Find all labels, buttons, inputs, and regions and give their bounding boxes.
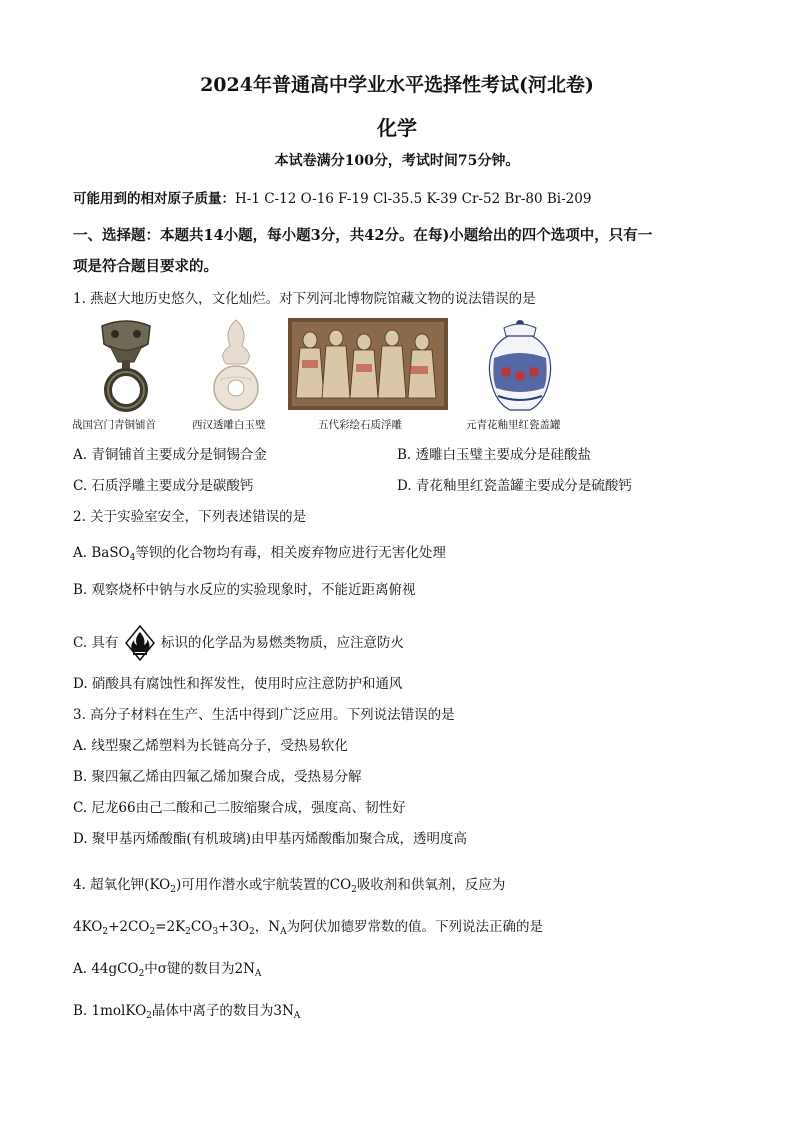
co2-formula: $CO_2$: [329, 877, 357, 895]
q3-option-a: A. 线型聚乙烯塑料为长链高分子，受热易软化: [73, 738, 348, 754]
subject-title: 化学: [377, 116, 417, 140]
bronze-door-knocker-image: [90, 318, 162, 414]
caption-painted-stone-relief: 五代彩绘石质浮雕: [318, 419, 402, 431]
white-jade-bi-image: [212, 318, 260, 414]
exam-title: 2024年普通高中学业水平选择性考试(河北卷): [200, 74, 594, 96]
q4-option-a: A. 44gCO$_2$中σ键的数目为$2N_A$: [73, 961, 262, 979]
q1-option-a: A. 青铜铺首主要成分是铜锡合金: [73, 447, 267, 463]
atomic-mass-values: H-1 C-12 O-16 F-19 Cl-35.5 K-39 Cr-52 Br-80 Bi-209: [235, 191, 592, 207]
q2-option-d: D. 硝酸具有腐蚀性和挥发性，使用时应注意防护和通风: [73, 676, 403, 692]
q3-stem: 3. 高分子材料在生产、生活中得到广泛应用。下列说法错误的是: [73, 707, 455, 723]
q4-equation-line: $4KO_2+2CO_2=2K_2CO_3+3O_2$，$N_A$为阿伏加德罗常数的值。下列说法正确的是: [73, 919, 544, 937]
reaction-equation: $4KO_2+2CO_2=2K_2CO_3+3O_2$，$N_A$: [73, 919, 287, 937]
q4-option-b: B. 1molKO$_2$晶体中离子的数目为$3N_A$: [73, 1003, 301, 1021]
exam-notice: 本试卷满分100分，考试时间75分钟。: [274, 153, 520, 169]
q2-option-c: C. 具有 标识的化学品为易燃类物质，应注意防火: [73, 625, 404, 661]
q1-stem: 1. 燕赵大地历史悠久，文化灿烂。对下列河北博物院馆藏文物的说法错误的是: [73, 291, 536, 307]
q3-option-c: C. 尼龙66由己二酸和己二胺缩聚合成，强度高、韧性好: [73, 800, 406, 816]
q3-option-b: B. 聚四氟乙烯由四氟乙烯加聚合成，受热易分解: [73, 769, 362, 785]
painted-stone-relief-image: [288, 318, 448, 410]
ko2-formula: $(KO_2)$: [144, 877, 182, 895]
q2-stem: 2. 关于实验室安全，下列表述错误的是: [73, 509, 307, 525]
flammable-hazard-icon: [125, 625, 155, 661]
q1-option-d: D. 青花釉里红瓷盖罐主要成分是硫酸钙: [397, 478, 632, 494]
q1-option-c: C. 石质浮雕主要成分是碳酸钙: [73, 478, 254, 494]
caption-porcelain-jar: 元青花釉里红瓷盖罐: [466, 419, 561, 431]
caption-white-jade-bi: 西汉透雕白玉璧: [192, 419, 266, 431]
q2-option-a: A. BaSO$_4$等钡的化合物均有毒，相关废弃物应进行无害化处理: [73, 545, 446, 563]
atomic-mass-label: 可能用到的相对原子质量：: [73, 191, 235, 207]
q1-option-b: B. 透雕白玉璧主要成分是硅酸盐: [397, 447, 592, 463]
blue-white-porcelain-jar-image: [484, 318, 556, 414]
section-heading-cont: 项是符合题目要求的。: [73, 258, 218, 275]
caption-bronze-door-knocker: 战国宫门青铜铺首: [72, 419, 156, 431]
section-heading: 一、选择题：本题共14小题，每小题3分，共42分。在每)小题给出的四个选项中，只有一: [73, 227, 653, 244]
q4-stem: 4. 超氧化钾$(KO_2)$可用作潜水或宇航装置的$CO_2$吸收剂和供氧剂，反应为: [73, 877, 506, 895]
q3-option-d: D. 聚甲基丙烯酸酯(有机玻璃)由甲基丙烯酸酯加聚合成，透明度高: [73, 831, 467, 847]
atomic-mass-line: [73, 187, 591, 207]
q2-option-b: B. 观察烧杯中钠与水反应的实验现象时，不能近距离俯视: [73, 582, 416, 598]
